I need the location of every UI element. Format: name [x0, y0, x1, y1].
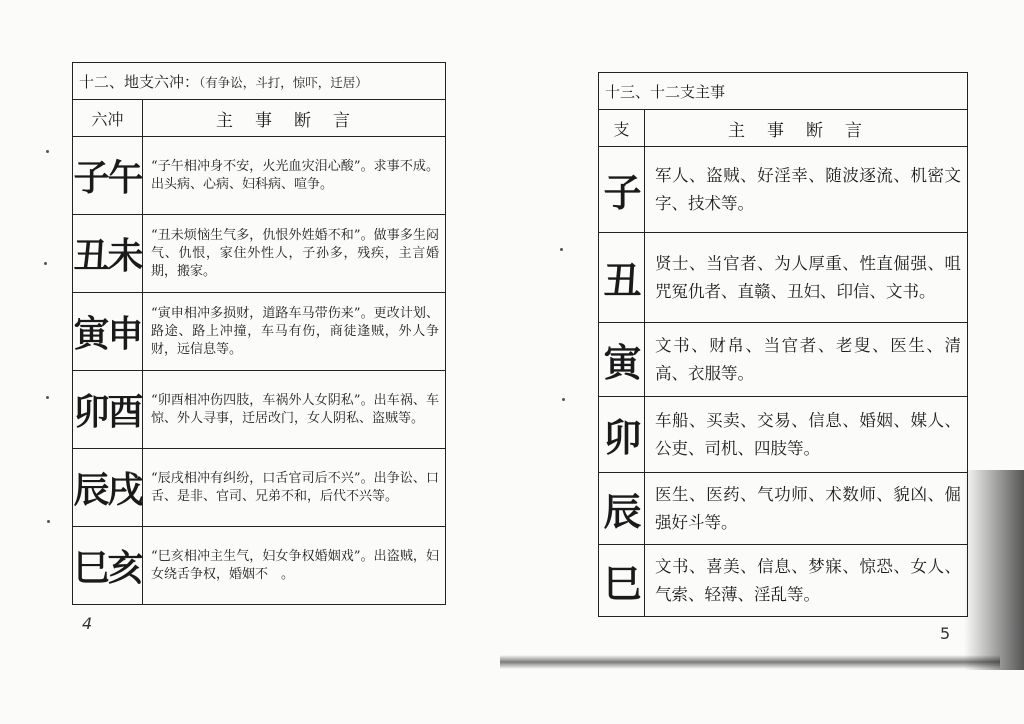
scan-edge-strip	[500, 655, 1000, 669]
table-row	[599, 545, 968, 617]
header-col-judgment: 主事断言	[645, 110, 968, 147]
branch-pair-cell: 子午	[73, 137, 143, 215]
table-row	[73, 527, 446, 605]
table-row	[73, 449, 446, 527]
branch-pair-cell: 寅申	[73, 293, 143, 371]
scan-speck	[560, 248, 563, 251]
judgment-cell: 文书、财帛、当官者、老叟、医生、清高、衣服等。	[645, 323, 968, 397]
branch-pair-cell: 辰戌	[73, 449, 143, 527]
judgment-cell: 军人、盗贼、好淫幸、随波逐流、机密文字、技术等。	[645, 147, 968, 233]
branch-cell: 寅	[599, 323, 645, 397]
judgment-cell: “子午相冲身不安，火光血灾泪心酸”。求事不成。出头病、心病、妇科病、喧争。	[143, 137, 446, 215]
branch-cell: 辰	[599, 473, 645, 545]
judgment-cell: 贤士、当官者、为人厚重、性直倔强、咀咒冤仇者、直赣、丑妇、印信、文书。	[645, 233, 968, 323]
table-header-row	[599, 110, 968, 147]
judgment-cell: 车船、买卖、交易、信息、婚姻、媒人、公吏、司机、四肢等。	[645, 397, 968, 473]
branch-cell: 子	[599, 147, 645, 233]
table-title-note: （有争讼，斗打，惊吓，迁居）	[199, 74, 368, 90]
table-title-row	[599, 73, 968, 110]
table-row	[599, 473, 968, 545]
table-row	[73, 215, 446, 293]
branch-pair-cell: 卯酉	[73, 371, 143, 449]
header-col-branch: 支	[599, 110, 645, 147]
scan-speck	[44, 262, 47, 265]
header-col-judgment: 主事断言	[143, 100, 446, 137]
table-row	[73, 371, 446, 449]
table-header-row	[73, 100, 446, 137]
table-title	[73, 63, 446, 100]
judgment-cell: “寅申相冲多损财，道路车马带伤来”。更改计划、路途、路上冲撞，车马有伤，商徒逢贼，外人争财，远信息等。	[143, 293, 446, 371]
branch-pair-cell: 巳亥	[73, 527, 143, 605]
branch-cell: 卯	[599, 397, 645, 473]
table-row	[73, 137, 446, 215]
table-row	[599, 397, 968, 473]
table-row	[73, 293, 446, 371]
branch-cell: 丑	[599, 233, 645, 323]
table-row	[599, 147, 968, 233]
judgment-cell: “辰戌相冲有纠纷，口舌官司后不兴”。出争讼、口舌、是非、官司、兄弟不和，后代不兴等。	[143, 449, 446, 527]
twelve-branches-table	[598, 72, 968, 617]
judgment-cell: “丑未烦恼生气多，仇恨外姓婚不和”。做事多生闷气、仇恨，家住外性人，子孙多，残疾，主言婚期，搬家。	[143, 215, 446, 293]
table-title-row	[73, 63, 446, 100]
page-number-left: 4	[82, 614, 93, 633]
page-number-right: 5	[940, 624, 951, 643]
table-title-text: 十二、地支六冲：	[79, 72, 200, 91]
scan-speck	[46, 150, 49, 153]
table-row	[599, 323, 968, 397]
table-row	[599, 233, 968, 323]
judgment-cell: 医生、医药、气功师、术数师、貌凶、倔强好斗等。	[645, 473, 968, 545]
scan-speck	[47, 520, 50, 523]
branch-pair-cell: 丑未	[73, 215, 143, 293]
table-title: 十三、十二支主事	[599, 73, 968, 110]
branch-cell: 巳	[599, 545, 645, 617]
scan-speck	[46, 396, 49, 399]
scan-shadow	[964, 470, 1024, 670]
scan-speck	[562, 398, 565, 401]
header-col-clash: 六冲	[73, 100, 143, 137]
judgment-cell: “卯酉相冲伤四肢，车祸外人女阴私”。出车祸、车惊、外人寻事，迁居改门，女人阴私、盗贼等。	[143, 371, 446, 449]
judgment-cell: 文书、喜美、信息、梦寐、惊恐、女人、气索、轻薄、淫乱等。	[645, 545, 968, 617]
six-clashes-table	[72, 62, 446, 605]
judgment-cell: “巳亥相冲主生气，妇女争权婚姻戏”。出盗贼，妇女绕舌争权，婚姻不 。	[143, 527, 446, 605]
